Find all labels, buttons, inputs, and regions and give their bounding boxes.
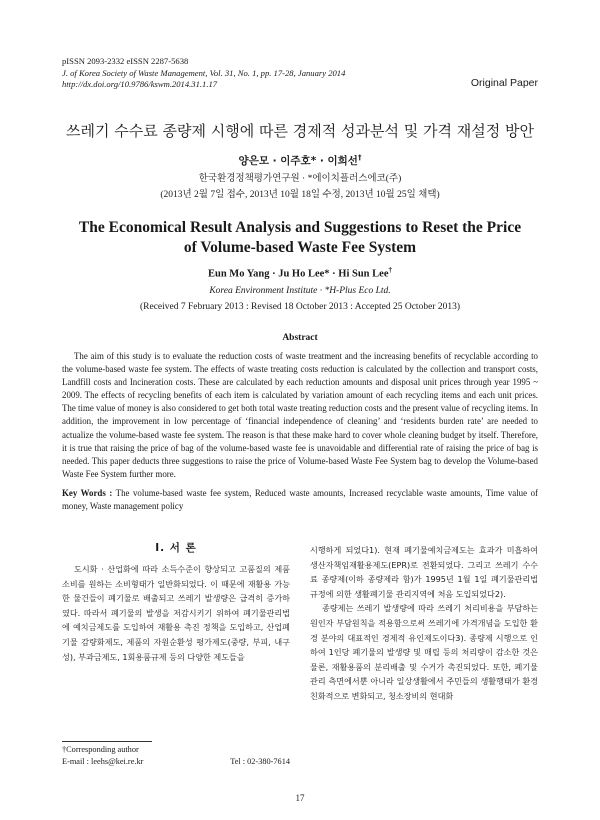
korean-dates: (2013년 2월 7일 접수, 2013년 10월 18일 수정, 2013년 10월 25일 채택) — [160, 190, 440, 200]
keywords — [62, 487, 538, 513]
english-authors — [0, 266, 600, 280]
english-title-line-2: of Volume-based Waste Fee System — [183, 239, 417, 256]
page-number: 17 — [295, 793, 305, 803]
intro-paragraph-3: 종량제는 쓰레기 발생량에 따라 쓰레기 처리비용을 부담하는 원인자 부담원칙을 적용함으로써 쓰레기에 가격개념을 도입한 환경 분야의 대표적인 경제적 유인제도이다3). 종량제 시행으로 인하여 1인당 폐기물의 발생량 및 매립 등의 처리량이 감소한 것은 물론, 재활용품의 분리배출 및 수거가 촉진되었다. 또한, 폐기물 관리 측면에서뿐 아니라 일상생활에서 주민들의 생활행태가 환경 친화적으로 변화되고, 청소장비의 현대화 — [310, 603, 538, 701]
footnote-email: E-mail : leehs@kei.re.kr — [62, 757, 144, 766]
paper-type-label: Original Paper — [470, 77, 538, 89]
intro-paragraph-2: 시행하게 되었다1). 현재 폐기물예치금제도는 효과가 미흡하여 생산자책임재활용제도(EPR)로 전환되었다. 그리고 쓰레기 수수료 종량제(이하 종량제라 함)가 1995년 1월 1일 폐기물관리법 규정에 의한 생활폐기물 관리지역에 처음 도입되었다2). — [310, 545, 538, 599]
issn-line: pISSN 2093-2332 eISSN 2287-5638 — [62, 56, 189, 66]
english-title-line-1: The Economical Result Analysis and Suggestions to Reset the Price — [78, 219, 522, 236]
keywords-text: The volume-based waste fee system, Reduced waste amounts, Increased recyclable waste amounts, Time value of money, Waste management policy — [62, 488, 538, 512]
abstract-heading: Abstract — [282, 333, 318, 343]
journal-header — [62, 56, 345, 91]
journal-citation: J. of Korea Society of Waste Management, Vol. 31, No. 1, pp. 17-28, January 2014 — [62, 67, 346, 78]
english-title — [0, 218, 600, 258]
footnote-rule — [62, 741, 152, 742]
english-dates: (Received 7 February 2013 : Revised 18 October 2013 : Accepted 25 October 2013) — [139, 302, 460, 312]
corresponding-mark: † — [388, 266, 392, 274]
left-column — [62, 540, 290, 664]
korean-author-names: 양은모 · 이주호* · 이희선 — [238, 155, 358, 167]
doi-link[interactable]: http://dx.doi.org/10.9786/kswm.2014.31.1.17 — [62, 79, 218, 89]
english-author-names: Eun Mo Yang · Ju Ho Lee* · Hi Sun Lee — [208, 268, 389, 280]
korean-title: 쓰레기 수수료 종량제 시행에 따른 경제적 성과분석 및 가격 재설정 방안 — [66, 122, 534, 140]
korean-affiliation: 한국환경정책평가연구원 · *에이치플러스에코(주) — [198, 174, 402, 184]
intro-paragraph-1: 도시화 · 산업화에 따라 소득수준이 향상되고 고품질의 제품소비를 원하는 소비형태가 일반화되었다. 이 때문에 재활용 가능한 물건들이 폐기물로 배출되고 쓰레기 발생량은 급격히 증가하였다. 따라서 폐기물의 발생을 저감시키기 위하여 폐기물관리법에 예치금제도를 도입하여 재활용 촉진 정책을 도입하고, 산업폐기물 감량화제도, 제품의 자원순환성 평가제도(중량, 부피, 내구성), 부과금제도, 1회용품규제 등의 다양한 제도들을 — [62, 564, 290, 662]
footnote-label: †Corresponding author — [62, 745, 139, 754]
section-title: I. 서 론 — [155, 542, 197, 554]
keywords-label: Key Words : — [62, 488, 113, 498]
korean-authors — [0, 153, 600, 168]
english-affiliation: Korea Environment Institute · *H-Plus Eco Ltd. — [209, 286, 391, 296]
corresponding-mark: † — [357, 153, 362, 162]
abstract-body: The aim of this study is to evaluate the reduction costs of waste treatment and the increasing benefits of recyclable according to the volume-based waste fee system. The effects of waste treating costs reduction is calculated by the collection and transport costs, Landfill costs and Incineration costs. These are calculated by each reduction amounts and disposal unit prices through year 1995 ~ 2009. The effects of recycling benefits of each item is calculated by variation amount of each recycling items and each unit prices. The time value of money is also considered to get both total waste treating reduction costs and the present value of recycling items. In addition, the improvement in low percentage of ‘financial independence of cleaning’ and ‘residents burden rate’ are needed to actualize the volume-based waste fee system. The reason is that these make hard to cover whole cleaning budget by itself. Therefore, it is true that raising the price of bag of the volume-based waste fee is unavoidable and differential rate of raising the price of bag is needed. This paper deducts three suggestions to raise the price of Volume-based Waste Fee System bag to develop the Volume-based Waste Fee System further more. — [62, 351, 538, 479]
footnote — [62, 744, 290, 768]
right-column — [310, 543, 538, 704]
footnote-tel: Tel : 02-380-7614 — [230, 757, 290, 766]
